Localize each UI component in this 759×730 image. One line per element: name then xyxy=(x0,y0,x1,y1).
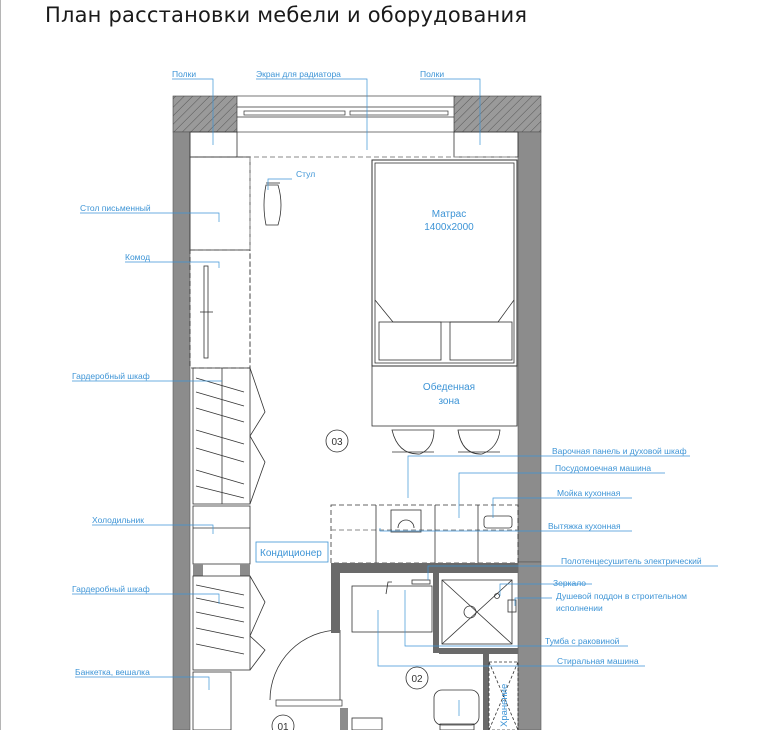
wall-top-left xyxy=(173,96,237,132)
entry-door-swing xyxy=(270,630,340,700)
dining-chair-2 xyxy=(458,430,500,454)
room-02-number: 02 xyxy=(411,674,423,685)
room-01-number: 01 xyxy=(277,722,289,730)
label-washer: Стиральная машина xyxy=(557,656,639,666)
label-fridge: Холодильник xyxy=(92,515,144,525)
label-shelves-right: Полки xyxy=(420,69,445,79)
label-radiator-screen: Экран для радиатора xyxy=(256,69,341,79)
wall-right xyxy=(518,132,541,562)
label-shower-1: Душевой поддон в строительном xyxy=(556,591,687,601)
label-dresser: Комод xyxy=(125,252,151,262)
bath-wall-bottom xyxy=(439,648,518,654)
shelves-right-shape xyxy=(454,132,518,157)
dining-chair-1 xyxy=(392,430,434,454)
bath-wall-top xyxy=(331,563,518,573)
fridge-shape xyxy=(193,506,250,564)
label-sink: Мойка кухонная xyxy=(557,488,621,498)
kitchen-counter xyxy=(331,505,518,563)
label-dining-2: зона xyxy=(438,396,460,407)
label-wardrobe-1: Гардеробный шкаф xyxy=(72,371,150,381)
label-storage: Хранение xyxy=(499,683,510,727)
label-dishwasher: Посудомоечная машина xyxy=(555,463,652,473)
room-03-number: 03 xyxy=(331,437,343,448)
dresser-shape xyxy=(190,250,250,368)
label-mirror: Зеркало xyxy=(553,578,587,588)
bench-shape xyxy=(193,672,231,730)
chair-shape xyxy=(264,183,281,225)
label-shelves-left: Полки xyxy=(172,69,197,79)
wardrobe-1-shape xyxy=(193,368,265,504)
label-wardrobe-2: Гардеробный шкаф xyxy=(72,584,150,594)
label-conditioner: Кондиционер xyxy=(260,548,322,559)
window xyxy=(237,96,454,132)
wall-top-right xyxy=(454,96,541,132)
wardrobe-2-shape xyxy=(193,564,265,670)
wall-left xyxy=(173,132,190,730)
label-dining-1: Обеденная xyxy=(422,382,476,393)
desk-shape xyxy=(190,157,250,250)
label-vanity: Тумба с раковиной xyxy=(545,636,620,646)
page-title: План расстановки мебели и оборудования xyxy=(45,3,528,27)
label-mattress-1: Матрас xyxy=(431,209,467,220)
label-bench: Банкетка, вешалка xyxy=(75,667,150,677)
shelves-left-shape xyxy=(190,132,237,157)
label-hob-oven: Варочная панель и духовой шкаф xyxy=(552,446,687,456)
label-mattress-2: 1400x2000 xyxy=(424,222,474,233)
mattress-shape xyxy=(372,160,517,366)
bath-wall-mid xyxy=(433,573,439,653)
label-shower-2: исполнении xyxy=(556,603,603,613)
toilet-shape xyxy=(434,690,479,730)
label-desk: Стол письменный xyxy=(80,203,151,213)
bath-wall-left xyxy=(331,573,340,633)
shower-tray-shape xyxy=(442,580,516,644)
washer-shape xyxy=(352,586,432,632)
label-chair: Стул xyxy=(296,169,316,179)
label-towel-dryer: Полотенцесушитель электрический xyxy=(561,556,702,566)
label-hood: Вытяжка кухонная xyxy=(548,521,621,531)
